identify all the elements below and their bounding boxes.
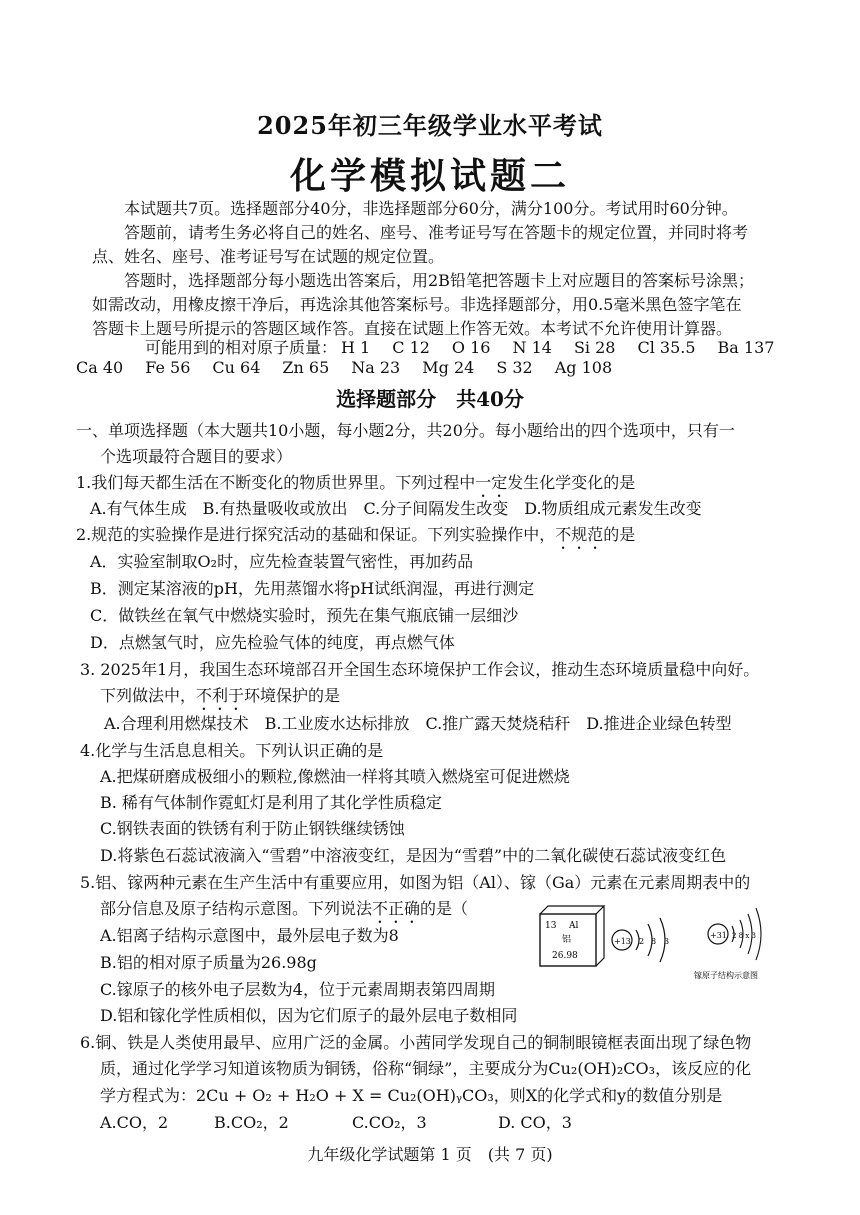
mass-item: Si 28: [573, 338, 616, 357]
section-title: 选择题部分 共40分: [336, 387, 524, 411]
q6-stem-3: 学方程式为：2Cu + O₂ + H₂O + X = Cu₂(OH)ᵧCO₃，则X的化学式和y的数值分别是: [100, 1086, 723, 1105]
q4-option-d: D.将紫色石蕊试液滴入“雪碧”中溶液变红，是因为“雪碧”中的二氧化碳使石蕊试液变红色: [100, 846, 727, 865]
mass-item: S 32: [496, 358, 533, 377]
q6-option-a: A.CO，2: [100, 1113, 169, 1132]
al-nucleus-charge: +13: [614, 937, 631, 946]
q5-option-a: A.铝离子结构示意图中，最外层电子数为8: [100, 926, 399, 945]
q2-option-c: C．做铁丝在氧气中燃烧实验时，预先在集气瓶底铺一层细沙: [90, 606, 519, 625]
q2-option-a: A．实验室制取O₂时，应先检查装置气密性，再加药品: [90, 552, 474, 571]
al-shell-2: 8: [651, 937, 657, 946]
atomic-masses-line-1: [145, 337, 796, 359]
q3-stem-pre: 下列做法中，: [100, 686, 197, 705]
q2-option-b: B．测定某溶液的pH，先用蒸馏水将pH试纸润湿，再进行测定: [90, 579, 535, 598]
q5-stem-pre: 部分信息及原子结构示意图。下列说法: [100, 899, 373, 918]
intro-paragraph-3c: 答题卡上题号所提示的答题区域作答。直接在试题上作答无效。本考试不允许使用计算器。: [92, 319, 733, 338]
page-footer: 九年级化学试题第 1 页 (共 7 页): [307, 1145, 553, 1164]
q4-option-a: A.把煤研磨成极细小的颗粒,像燃油一样将其喷入燃烧室可促进燃烧: [100, 767, 570, 786]
mass-item: Na 23: [351, 358, 401, 377]
cell-atomic-mass: 26.98: [552, 951, 578, 961]
cell-element-name: 铝: [562, 935, 572, 945]
q2-emphasis: 不规范: [555, 525, 604, 544]
atomic-structure-figure: [536, 900, 786, 982]
cell-symbol: Al: [569, 921, 579, 931]
part1-heading-2: 个选项最符合题目的要求）: [100, 447, 293, 466]
q5-option-d: D.铝和镓化学性质相似，因为它们原子的最外层电子数相同: [100, 1006, 518, 1025]
ga-shells: 2 8 x 3: [732, 932, 756, 940]
q5-option-b: B.铝的相对原子质量为26.98g: [100, 953, 317, 972]
q6-option-b: B.CO₂，2: [214, 1113, 289, 1132]
mass-item: Cl 35.5: [637, 338, 696, 357]
mass-item: Ca 40: [76, 358, 124, 377]
atomic-masses-line-2: [76, 357, 634, 379]
q2-stem-pre: 2.规范的实验操作是进行探究活动的基础和保证。下列实验操作中，: [76, 525, 556, 544]
q5-stem-post: 的是（: [420, 899, 469, 918]
cell-atomic-number: 13: [545, 921, 557, 931]
mass-item: O 16: [451, 338, 491, 357]
q4-option-b: B. 稀有气体制作霓虹灯是利用了其化学性质稳定: [100, 793, 442, 812]
mass-item: Fe 56: [145, 358, 191, 377]
q5-stem-1: 5.铝、镓两种元素在生产生活中有重要应用，如图为铝（Al）、镓（Ga）元素在元素周期表中的: [80, 873, 751, 892]
mass-item: Ba 137: [717, 338, 775, 357]
aluminum-atom-diagram: [612, 918, 669, 962]
q6-stem-2: 质，通过化学学习知道该物质为铜锈，俗称“铜绿”，主要成分为Cu₂(OH)₂CO₃，该反应的化: [100, 1059, 752, 1078]
intro-paragraph-3a: 答题时，选择题部分每小题选出答案后，用2B铅笔把答题卡上对应题目的答案标号涂黑；: [124, 271, 754, 290]
mass-item: Cu 64: [212, 358, 261, 377]
q4-option-c: C.钢铁表面的铁锈有利于防止钢铁继续锈蚀: [100, 819, 405, 838]
q3-stem-2: [100, 685, 340, 714]
al-shell-3: 3: [664, 937, 670, 946]
q1-emphasis: 一定: [475, 473, 508, 492]
periodic-table-cell: [540, 906, 604, 966]
ga-caption: 镓原子结构示意图: [694, 971, 758, 980]
q5-emphasis: 不正确: [372, 899, 421, 918]
gallium-atom-diagram: [694, 908, 761, 980]
q2-stem-post: 的是: [603, 525, 636, 544]
exam-title: 2025年初三年级学业水平考试: [257, 111, 603, 140]
q3-emphasis: 不利于: [196, 686, 245, 705]
mass-item: Mg 24: [422, 358, 475, 377]
q1-stem-post: 发生化学变化的是: [507, 473, 636, 492]
part1-heading-1: 一、单项选择题（本大题共10小题，每小题2分，共20分。每小题给出的四个选项中，只有一: [76, 421, 735, 440]
ga-nucleus-charge: +31: [710, 931, 727, 940]
q2-option-d: D．点燃氢气时，应先检验气体的纯度，再点燃气体: [90, 633, 455, 652]
q2-stem: [76, 524, 635, 553]
intro-paragraph-2b: 点、姓名、座号、准考证号写在试题的规定位置。: [92, 247, 445, 266]
intro-paragraph-3b: 如需改动，用橡皮擦干净后，再选涂其他答案标号。非选择题部分，用0.5毫米黑色签字笔在: [92, 295, 742, 314]
q6-option-d: D. CO，3: [498, 1113, 572, 1132]
mass-item: C 12: [392, 338, 430, 357]
mass-item: Ag 108: [554, 358, 613, 377]
intro-paragraph-2a: 答题前，请考生务必将自己的姓名、座号、准考证号写在答题卡的规定位置，并同时将考: [124, 223, 749, 242]
q1-options: A.有气体生成 B.有热量吸收或放出 C.分子间隔发生改变 D.物质组成元素发生改变: [90, 499, 702, 518]
q3-stem-post: 环境保护的是: [244, 686, 341, 705]
q5-stem-2: [100, 898, 468, 927]
mass-item: H 1: [341, 338, 371, 357]
q6-option-c: C.CO₂，3: [352, 1113, 427, 1132]
q4-stem: 4.化学与生活息息相关。下列认识正确的是: [80, 741, 384, 760]
atomic-masses-label: 可能用到的相对原子质量：: [145, 338, 338, 357]
intro-paragraph-1: 本试题共7页。选择题部分40分，非选择题部分60分，满分100分。考试用时60分钟。: [124, 199, 738, 218]
q5-option-c: C.镓原子的核外电子层数为4，位于元素周期表第四周期: [100, 980, 495, 999]
q6-stem-1: 6.铜、铁是人类使用最早、应用广泛的金属。小茜同学发现自己的铜制眼镜框表面出现了绿色物: [80, 1033, 752, 1052]
mass-item: N 14: [512, 338, 552, 357]
exam-subtitle: 化学模拟试题二: [289, 155, 570, 197]
q3-options: A.合理利用燃煤技术 B.工业废水达标排放 C.推广露天焚烧秸秆 D.推进企业绿色转型: [104, 714, 732, 733]
al-shell-1: 2: [639, 937, 645, 946]
mass-item: Zn 65: [282, 358, 330, 377]
q1-stem: [76, 472, 635, 501]
q3-stem-1: 3. 2025年1月，我国生态环境部召开全国生态环境保护工作会议，推动生态环境质量稳中向好。: [80, 660, 760, 679]
q1-stem-pre: 1.我们每天都生活在不断变化的物质世界里。下列过程中: [76, 473, 476, 492]
